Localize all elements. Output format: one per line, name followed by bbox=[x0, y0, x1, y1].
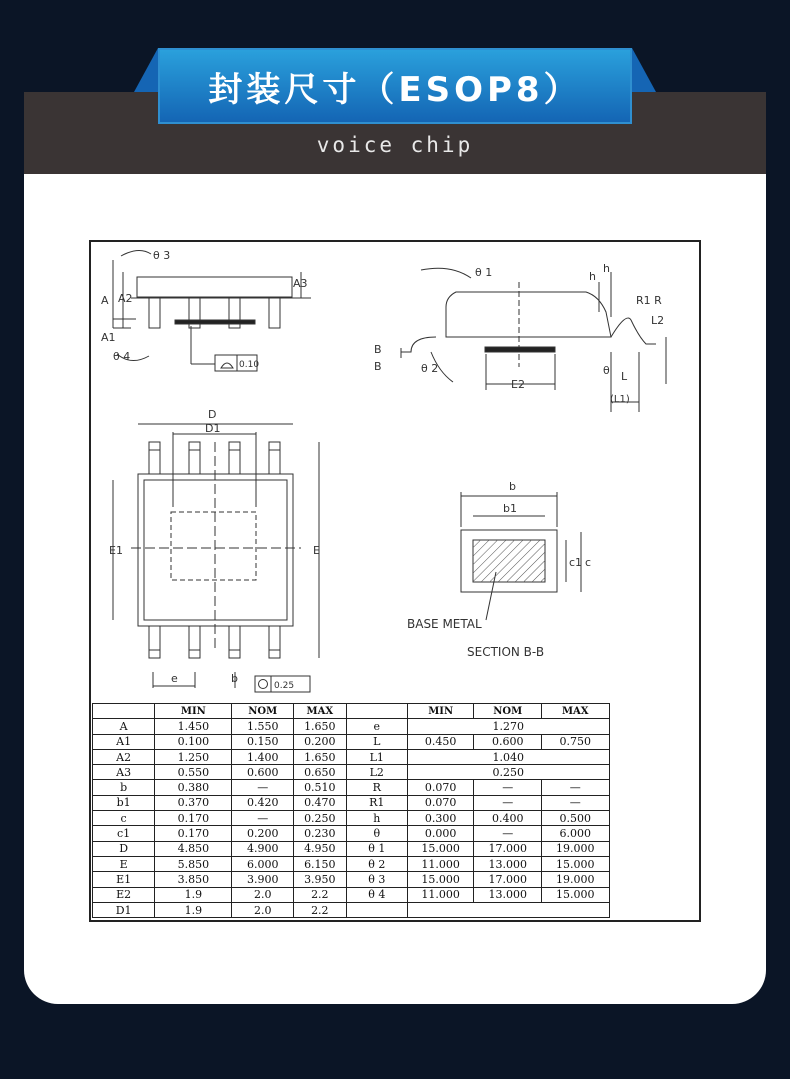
table-cell: θ 2 bbox=[346, 856, 407, 871]
table-cell: — bbox=[474, 795, 542, 810]
table-cell bbox=[407, 902, 609, 917]
label-section-b: b bbox=[509, 480, 516, 493]
table-header-row bbox=[93, 704, 699, 719]
table-cell: 1.550 bbox=[232, 719, 294, 734]
table-cell: 0.400 bbox=[474, 811, 542, 826]
label-base-metal: BASE METAL bbox=[407, 617, 482, 631]
table-cell: 0.230 bbox=[293, 826, 346, 841]
label-c1: c1 bbox=[569, 556, 583, 569]
table-cell bbox=[609, 795, 698, 810]
table-cell: 0.750 bbox=[541, 734, 609, 749]
table-cell: — bbox=[232, 811, 294, 826]
table-cell: 3.950 bbox=[293, 872, 346, 887]
table-cell: 1.040 bbox=[407, 749, 609, 764]
table-cell: b1 bbox=[93, 795, 155, 810]
table-cell: 0.070 bbox=[407, 780, 474, 795]
table-cell: 17.000 bbox=[474, 841, 542, 856]
table-cell: 1.9 bbox=[155, 902, 232, 917]
table-cell: 2.0 bbox=[232, 887, 294, 902]
table-cell: 11.000 bbox=[407, 887, 474, 902]
table-row bbox=[93, 826, 699, 841]
label-position-tol: 0.25 bbox=[274, 681, 295, 691]
table-cell: 0.100 bbox=[155, 734, 232, 749]
table-cell: 0.250 bbox=[293, 811, 346, 826]
table-cell: — bbox=[541, 780, 609, 795]
table-cell: 0.250 bbox=[407, 765, 609, 780]
table-cell bbox=[609, 872, 698, 887]
table-cell bbox=[609, 887, 698, 902]
table-cell: θ 4 bbox=[346, 887, 407, 902]
table-cell: 19.000 bbox=[541, 841, 609, 856]
table-cell: R bbox=[346, 780, 407, 795]
table-cell: 6.000 bbox=[232, 856, 294, 871]
label-B2: B bbox=[374, 360, 382, 373]
table-cell: 6.000 bbox=[541, 826, 609, 841]
table-cell: 2.2 bbox=[293, 887, 346, 902]
table-cell bbox=[609, 856, 698, 871]
table-cell: 15.000 bbox=[407, 841, 474, 856]
table-cell: E bbox=[93, 856, 155, 871]
table-row bbox=[93, 811, 699, 826]
table-cell: 1.450 bbox=[155, 719, 232, 734]
table-cell: 0.150 bbox=[232, 734, 294, 749]
table-cell: 0.550 bbox=[155, 765, 232, 780]
table-row bbox=[93, 887, 699, 902]
table-cell: 0.000 bbox=[407, 826, 474, 841]
table-cell: 0.650 bbox=[293, 765, 346, 780]
table-cell: NOM bbox=[232, 704, 294, 719]
table-cell bbox=[609, 765, 698, 780]
table-cell: 0.380 bbox=[155, 780, 232, 795]
table-cell: 15.000 bbox=[407, 872, 474, 887]
table-cell: c1 bbox=[93, 826, 155, 841]
table-cell: c bbox=[93, 811, 155, 826]
table-cell bbox=[609, 749, 698, 764]
table-cell: 15.000 bbox=[541, 856, 609, 871]
table-cell: 13.000 bbox=[474, 856, 542, 871]
table-cell: 0.170 bbox=[155, 826, 232, 841]
table-cell bbox=[609, 902, 698, 917]
label-theta: θ bbox=[603, 364, 610, 377]
table-row bbox=[93, 795, 699, 810]
title-banner bbox=[158, 48, 632, 124]
table-cell: 15.000 bbox=[541, 887, 609, 902]
label-b: b bbox=[231, 672, 238, 685]
table-cell: A3 bbox=[93, 765, 155, 780]
table-cell: L1 bbox=[346, 749, 407, 764]
dimension-table bbox=[92, 703, 699, 918]
table-cell bbox=[609, 704, 698, 719]
table-cell: 3.850 bbox=[155, 872, 232, 887]
table-cell: L bbox=[346, 734, 407, 749]
label-A1: A1 bbox=[101, 331, 116, 344]
table-cell bbox=[609, 719, 698, 734]
table-cell: 1.270 bbox=[407, 719, 609, 734]
table-cell: 1.400 bbox=[232, 749, 294, 764]
label-theta2: θ 2 bbox=[421, 362, 439, 375]
table-cell bbox=[346, 902, 407, 917]
label-B1: B bbox=[374, 343, 382, 356]
table-cell: θ bbox=[346, 826, 407, 841]
table-cell: E1 bbox=[93, 872, 155, 887]
label-c: c bbox=[585, 556, 592, 569]
table-row bbox=[93, 780, 699, 795]
table-cell: NOM bbox=[474, 704, 542, 719]
label-E2: E2 bbox=[511, 378, 525, 391]
label-theta4: θ 4 bbox=[113, 350, 131, 363]
label-h1: h bbox=[589, 270, 596, 283]
table-cell: 2.0 bbox=[232, 902, 294, 917]
label-L1: (L1) bbox=[610, 394, 630, 405]
table-row bbox=[93, 749, 699, 764]
label-D1: D1 bbox=[205, 422, 221, 435]
label-E1: E1 bbox=[109, 544, 123, 557]
table-cell: E2 bbox=[93, 887, 155, 902]
section-hatch bbox=[473, 540, 545, 582]
table-cell: A1 bbox=[93, 734, 155, 749]
table-cell: 0.370 bbox=[155, 795, 232, 810]
table-cell: 0.450 bbox=[407, 734, 474, 749]
table-cell bbox=[609, 811, 698, 826]
label-L2: L2 bbox=[651, 314, 665, 327]
label-e: e bbox=[171, 672, 178, 685]
label-D: D bbox=[208, 408, 217, 421]
table-cell: 19.000 bbox=[541, 872, 609, 887]
table-row bbox=[93, 856, 699, 871]
label-h2: h bbox=[603, 262, 610, 275]
table-cell: b bbox=[93, 780, 155, 795]
label-A3: A3 bbox=[293, 277, 308, 290]
table-cell: 0.470 bbox=[293, 795, 346, 810]
table-cell bbox=[609, 780, 698, 795]
table-row bbox=[93, 765, 699, 780]
table-cell: 1.250 bbox=[155, 749, 232, 764]
label-flatness: 0.10 bbox=[239, 360, 260, 370]
table-cell: 1.9 bbox=[155, 887, 232, 902]
label-theta1: θ 1 bbox=[475, 266, 493, 279]
table-row bbox=[93, 872, 699, 887]
table-cell bbox=[609, 734, 698, 749]
table-row bbox=[93, 734, 699, 749]
table-cell: D bbox=[93, 841, 155, 856]
table-cell: — bbox=[541, 795, 609, 810]
table-cell: A2 bbox=[93, 749, 155, 764]
table-cell: — bbox=[474, 826, 542, 841]
table-cell: θ 3 bbox=[346, 872, 407, 887]
table-cell: 0.500 bbox=[541, 811, 609, 826]
table-cell: 0.170 bbox=[155, 811, 232, 826]
table-cell: 0.600 bbox=[232, 765, 294, 780]
table-cell: 0.300 bbox=[407, 811, 474, 826]
table-cell: e bbox=[346, 719, 407, 734]
label-section-b1: b1 bbox=[503, 502, 517, 515]
table-cell: θ 1 bbox=[346, 841, 407, 856]
profile-view bbox=[401, 268, 666, 412]
table-cell: — bbox=[474, 780, 542, 795]
page-title: 封装尺寸（ESOP8） bbox=[208, 69, 582, 110]
page-subtitle: voice chip bbox=[316, 133, 474, 157]
table-cell: R1 bbox=[346, 795, 407, 810]
table-cell: 17.000 bbox=[474, 872, 542, 887]
label-R1R: R1 R bbox=[636, 294, 662, 307]
top-view bbox=[113, 424, 319, 692]
table-cell: 0.420 bbox=[232, 795, 294, 810]
table-cell: L2 bbox=[346, 765, 407, 780]
table-cell: A bbox=[93, 719, 155, 734]
side-view bbox=[113, 250, 311, 371]
table-cell: 4.900 bbox=[232, 841, 294, 856]
label-theta3: θ 3 bbox=[153, 249, 171, 262]
table-cell: 4.850 bbox=[155, 841, 232, 856]
table-cell: 0.600 bbox=[474, 734, 542, 749]
label-A: A bbox=[101, 294, 109, 307]
table-cell: — bbox=[232, 780, 294, 795]
table-cell: MAX bbox=[541, 704, 609, 719]
section-caption: SECTION B-B bbox=[467, 645, 545, 659]
table-cell: D1 bbox=[93, 902, 155, 917]
table-cell: 0.070 bbox=[407, 795, 474, 810]
package-drawing-frame bbox=[89, 240, 701, 922]
table-cell bbox=[609, 841, 698, 856]
table-cell: 5.850 bbox=[155, 856, 232, 871]
table-cell: MIN bbox=[407, 704, 474, 719]
table-row bbox=[93, 719, 699, 734]
table-cell: 2.2 bbox=[293, 902, 346, 917]
table-cell: 1.650 bbox=[293, 719, 346, 734]
table-cell bbox=[609, 826, 698, 841]
table-cell: 0.200 bbox=[293, 734, 346, 749]
table-cell bbox=[93, 704, 155, 719]
package-drawing bbox=[91, 242, 699, 702]
table-cell: 1.650 bbox=[293, 749, 346, 764]
table-cell bbox=[346, 704, 407, 719]
label-A2: A2 bbox=[118, 292, 133, 305]
label-L: L bbox=[621, 370, 628, 383]
table-cell: 4.950 bbox=[293, 841, 346, 856]
table-cell: 0.200 bbox=[232, 826, 294, 841]
table-row bbox=[93, 902, 699, 917]
table-cell: 11.000 bbox=[407, 856, 474, 871]
table-cell: 3.900 bbox=[232, 872, 294, 887]
table-row bbox=[93, 841, 699, 856]
table-cell: MAX bbox=[293, 704, 346, 719]
table-cell: 0.510 bbox=[293, 780, 346, 795]
table-cell: 13.000 bbox=[474, 887, 542, 902]
label-E: E bbox=[313, 544, 320, 557]
table-cell: MIN bbox=[155, 704, 232, 719]
table-cell: 6.150 bbox=[293, 856, 346, 871]
table-cell: h bbox=[346, 811, 407, 826]
